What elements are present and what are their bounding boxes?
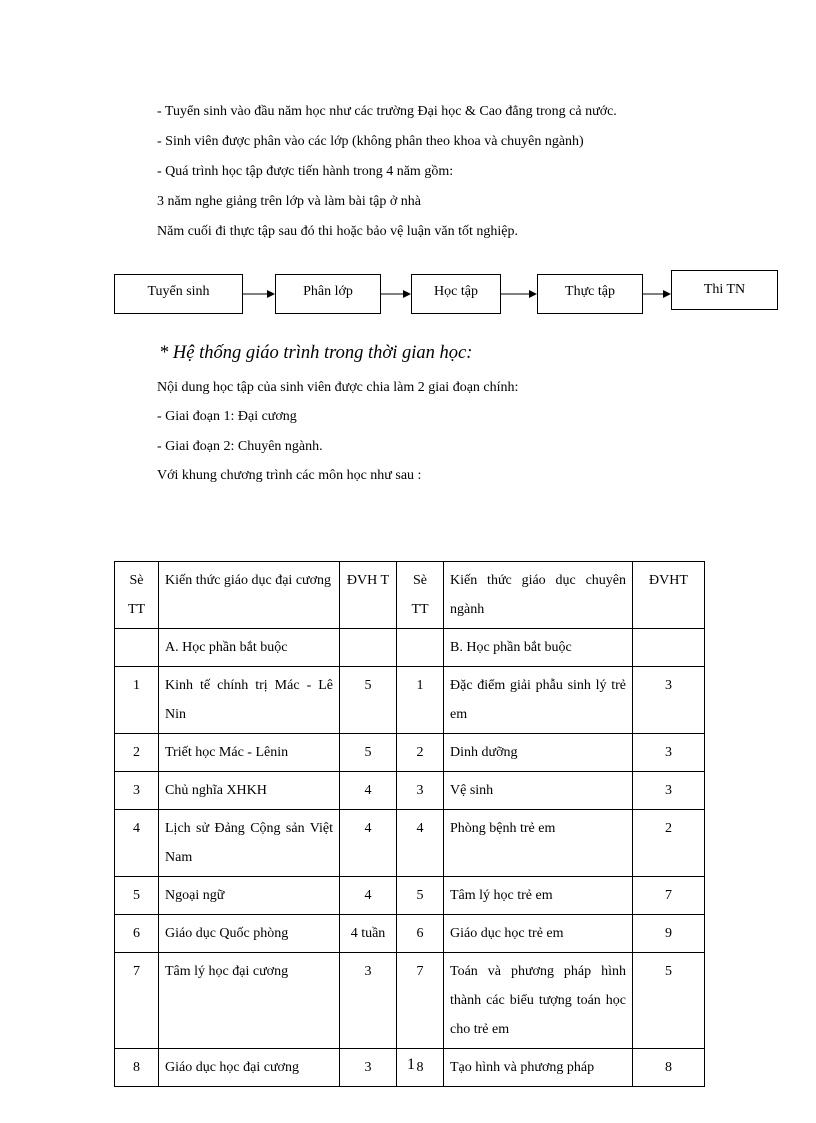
general-subject: Giáo dục học đại cương: [159, 1049, 340, 1087]
header-dvht-major: ĐVHT: [633, 562, 705, 629]
table-row: [115, 667, 705, 734]
major-credits: 3: [633, 772, 705, 810]
general-index: 6: [115, 915, 159, 953]
general-credits: 5: [340, 734, 397, 772]
general-index: 7: [115, 953, 159, 1049]
flow-step-admission: Tuyển sinh: [114, 274, 243, 314]
body-line: Nội dung học tập của sinh viên được chia làm 2 giai đoạn chính:: [157, 380, 519, 395]
flow-step-study: Học tập: [411, 274, 501, 314]
general-subject: Ngoại ngữ: [159, 877, 340, 915]
header-stt-general: Sè TT: [115, 562, 159, 629]
flow-step-graduation-exam: Thi TN: [671, 270, 778, 310]
header-dvht-general: ĐVH T: [340, 562, 397, 629]
general-index: 5: [115, 877, 159, 915]
general-credits: 4: [340, 772, 397, 810]
table-row: [115, 772, 705, 810]
general-index: 4: [115, 810, 159, 877]
major-index: 6: [397, 915, 444, 953]
major-credits: 5: [633, 953, 705, 1049]
body-line: Với khung chương trình các môn học như sau :: [157, 468, 422, 483]
major-index: 7: [397, 953, 444, 1049]
intro-line: Năm cuối đi thực tập sau đó thi hoặc bảo vệ luận văn tốt nghiệp.: [157, 224, 518, 239]
general-credits: 4: [340, 810, 397, 877]
major-subject: Phòng bệnh trẻ em: [444, 810, 633, 877]
header-stt-major: Sè TT: [397, 562, 444, 629]
major-credits: 8: [633, 1049, 705, 1087]
major-subject: Toán và phương pháp hình thành các biểu tượng toán học cho trẻ em: [444, 953, 633, 1049]
body-line: - Giai đoạn 1: Đại cương: [157, 409, 297, 424]
table-header-row: [115, 562, 705, 629]
general-credits: 3: [340, 1049, 397, 1087]
intro-line: - Quá trình học tập được tiến hành trong 4 năm gồm:: [157, 164, 454, 179]
general-index: 8: [115, 1049, 159, 1087]
general-subject: Kinh tế chính trị Mác - Lê Nin: [159, 667, 340, 734]
table-row: [115, 877, 705, 915]
flow-step-internship: Thực tập: [537, 274, 643, 314]
major-subject: Giáo dục học trẻ em: [444, 915, 633, 953]
major-subject: Đặc điểm giải phẫu sinh lý trẻ em: [444, 667, 633, 734]
general-subject: Giáo dục Quốc phòng: [159, 915, 340, 953]
major-index: 4: [397, 810, 444, 877]
general-index: 3: [115, 772, 159, 810]
major-subject: Tạo hình và phương pháp: [444, 1049, 633, 1087]
major-credits: 7: [633, 877, 705, 915]
major-credits: 3: [633, 734, 705, 772]
section-heading: * Hệ thống giáo trình trong thời gian học:: [159, 343, 473, 363]
major-index: 5: [397, 877, 444, 915]
major-credits: 3: [633, 667, 705, 734]
general-index: 2: [115, 734, 159, 772]
table-row: [115, 810, 705, 877]
table-row: [115, 915, 705, 953]
major-subject: Vệ sinh: [444, 772, 633, 810]
curriculum-table: [114, 561, 705, 1087]
general-credits: 4 tuần: [340, 915, 397, 953]
general-subject: Chủ nghĩa XHKH: [159, 772, 340, 810]
major-subject: Tâm lý học trẻ em: [444, 877, 633, 915]
major-index: 8: [397, 1049, 444, 1087]
flow-step-class-assignment: Phân lớp: [275, 274, 381, 314]
page-number: 1: [407, 1056, 415, 1073]
intro-line: - Sinh viên được phân vào các lớp (không phân theo khoa và chuyên ngành): [157, 134, 584, 149]
header-major-knowledge: Kiến thức giáo dục chuyên ngành: [444, 562, 633, 629]
general-subject: Tâm lý học đại cương: [159, 953, 340, 1049]
table-row: [115, 953, 705, 1049]
major-credits: 9: [633, 915, 705, 953]
major-credits: 2: [633, 810, 705, 877]
header-general-knowledge: Kiến thức giáo dục đại cương: [159, 562, 340, 629]
general-credits: 5: [340, 667, 397, 734]
table-row: [115, 734, 705, 772]
major-subject: Dinh dưỡng: [444, 734, 633, 772]
table-section-row: [115, 629, 705, 667]
body-line: - Giai đoạn 2: Chuyên ngành.: [157, 439, 323, 454]
intro-line: - Tuyển sinh vào đầu năm học như các trường Đại học & Cao đẳng trong cả nước.: [157, 104, 617, 119]
general-credits: 4: [340, 877, 397, 915]
general-credits: 3: [340, 953, 397, 1049]
general-subject: Lịch sử Đảng Cộng sản Việt Nam: [159, 810, 340, 877]
major-index: 2: [397, 734, 444, 772]
general-index: 1: [115, 667, 159, 734]
major-index: 1: [397, 667, 444, 734]
general-subject: Triết học Mác - Lênin: [159, 734, 340, 772]
major-index: 3: [397, 772, 444, 810]
section-general-required: A. Học phần bắt buộc: [159, 629, 340, 667]
intro-line: 3 năm nghe giảng trên lớp và làm bài tập ở nhà: [157, 194, 422, 209]
section-major-required: B. Học phần bắt buộc: [444, 629, 633, 667]
